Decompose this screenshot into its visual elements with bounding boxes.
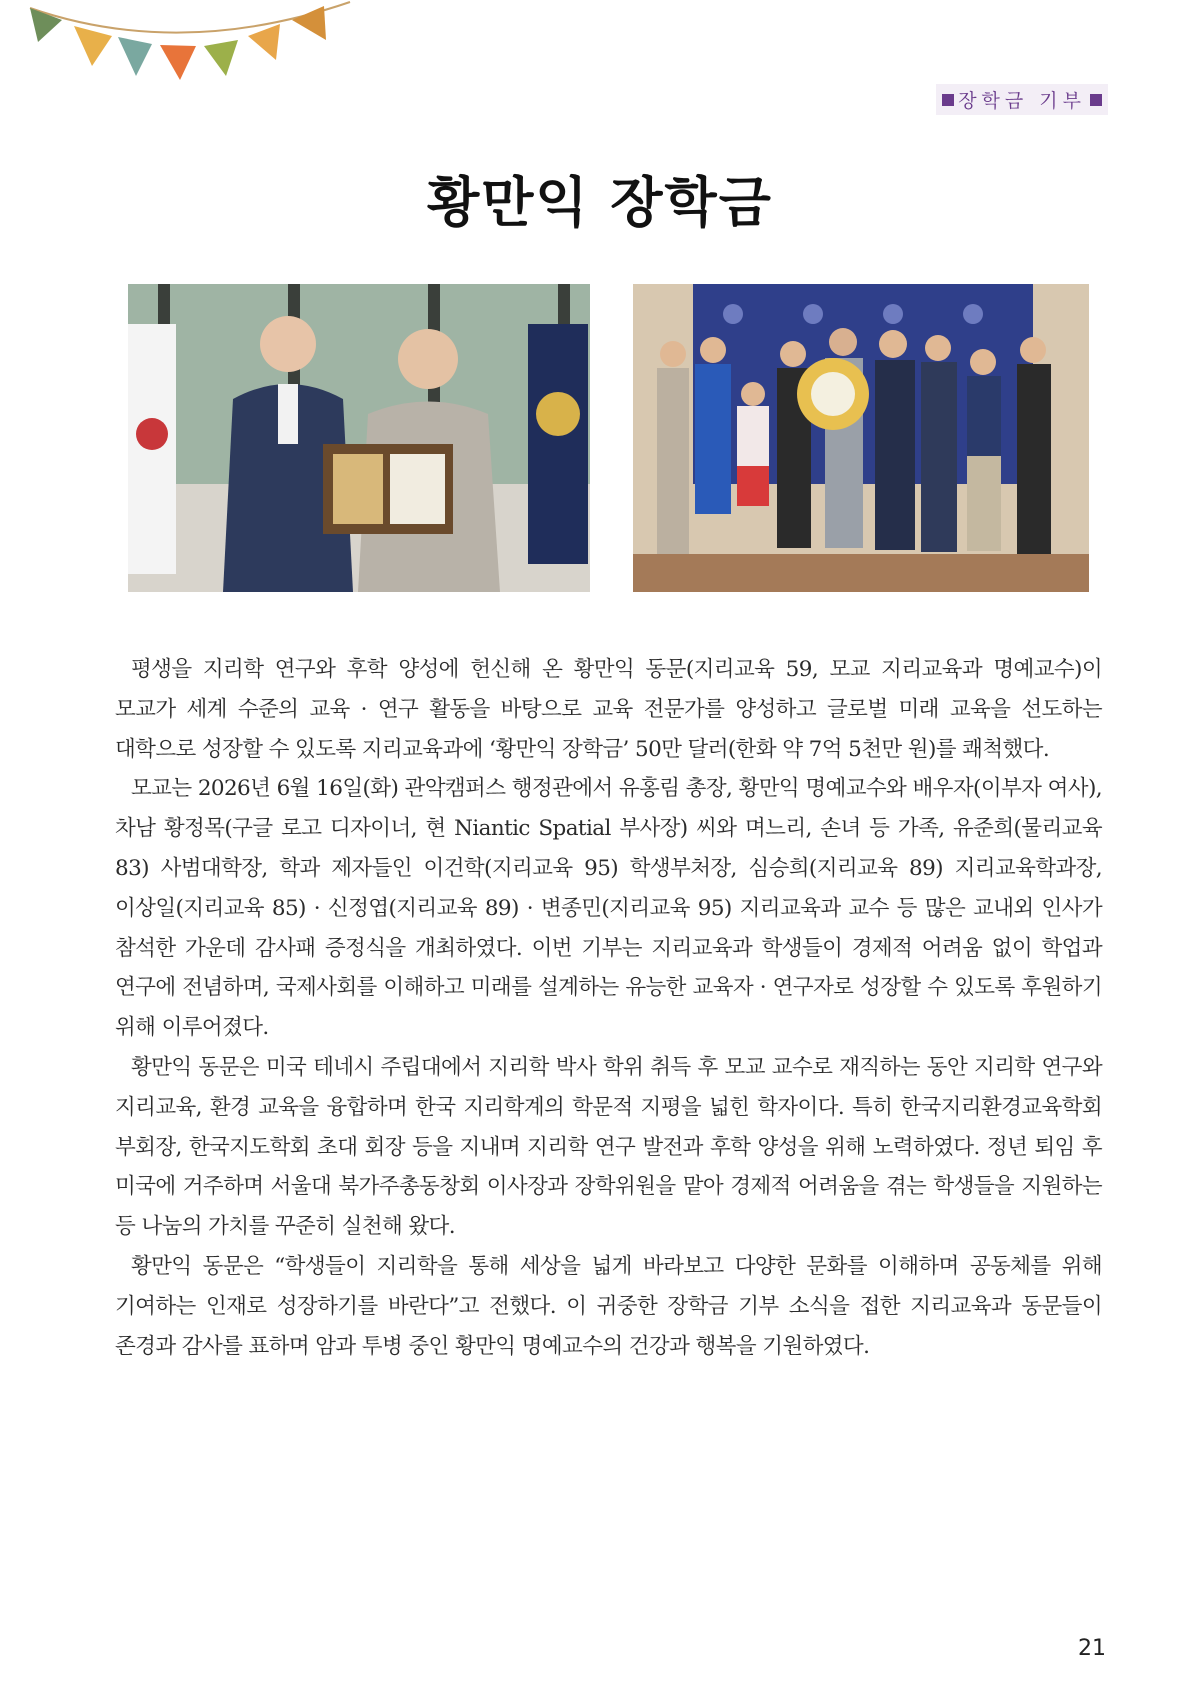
bunting-decoration	[0, 0, 370, 100]
section-tag	[936, 84, 1108, 115]
article-title: 황만익 장학금	[427, 171, 773, 234]
photo-group	[633, 284, 1089, 592]
bunting-flag	[30, 6, 326, 80]
article-paragraph: 모교는 2026년 6월 16일(화) 관악캠퍼스 행정관에서 유홍림 총장, 황만익 명예교수와 배우자(이부자 여사), 차남 황정목(구글 로고 디자이너, 현 Niantic Spatial 부사장) 씨와 며느리, 손녀 등 가족, 유준희(물리교육 83) 사범대학장, 학과 제자들인 이건학(지리교육 95) 학생부처장, 심승희(지리교육 89) 지리교육학과장, 이상일(지리교육 85) · 신정엽(지리교육 89) · 변종민(지리교육 95) 지리교육과 교수 등 많은 교내외 인사가 참석한 가운데 감사패 증정식을 개최하였다. 이번 기부는 지리교육과 학생들이 경제적 어려움 없이 학업과 연구에 전념하며, 국제사회를 이해하고 미래를 설계하는 유능한 교육자 · 연구자로 성장할 수 있도록 후원하기 위해 이루어졌다.	[115, 776, 1102, 1041]
square-bullet-icon	[942, 94, 954, 106]
photo-plaque-presentation	[128, 284, 590, 592]
article-body	[115, 650, 1102, 1366]
section-tag-label: 장학금 기부	[958, 90, 1086, 112]
article-paragraph: 황만익 동문은 “학생들이 지리학을 통해 세상을 넓게 바라보고 다양한 문화를 이해하며 공동체를 위해 기여하는 인재로 성장하기를 바란다”고 전했다. 이 귀중한 장학금 기부 소식을 접한 지리교육과 동문들이 존경과 감사를 표하며 암과 투병 중인 황만익 명예교수의 건강과 행복을 기원하였다.	[115, 1253, 1102, 1359]
square-bullet-icon	[1090, 94, 1102, 106]
article-paragraph: 평생을 지리학 연구와 후학 양성에 헌신해 온 황만익 동문(지리교육 59, 모교 지리교육과 명예교수)이 모교가 세계 수준의 교육 · 연구 활동을 바탕으로 교육 전문가를 양성하고 글로벌 미래 교육을 선도하는 대학으로 성장할 수 있도록 지리교육과에 ‘황만익 장학금’ 50만 달러(한화 약 7억 5천만 원)를 쾌척했다.	[115, 657, 1102, 762]
page-number: 21	[1078, 1636, 1106, 1661]
article-paragraph: 황만익 동문은 미국 테네시 주립대에서 지리학 박사 학위 취득 후 모교 교수로 재직하는 동안 지리학 연구와 지리교육, 환경 교육을 융합하며 한국 지리학계의 학문적 지평을 넓힌 학자이다. 특히 한국지리환경교육학회 부회장, 한국지도학회 초대 회장 등을 지내며 지리학 연구 발전과 후학 양성을 위해 노력하였다. 정년 퇴임 후 미국에 거주하며 서울대 북가주총동창회 이사장과 장학위원을 맡아 경제적 어려움을 겪는 학생들을 지원하는 등 나눔의 가치를 꾸준히 실천해 왔다.	[115, 1054, 1102, 1240]
